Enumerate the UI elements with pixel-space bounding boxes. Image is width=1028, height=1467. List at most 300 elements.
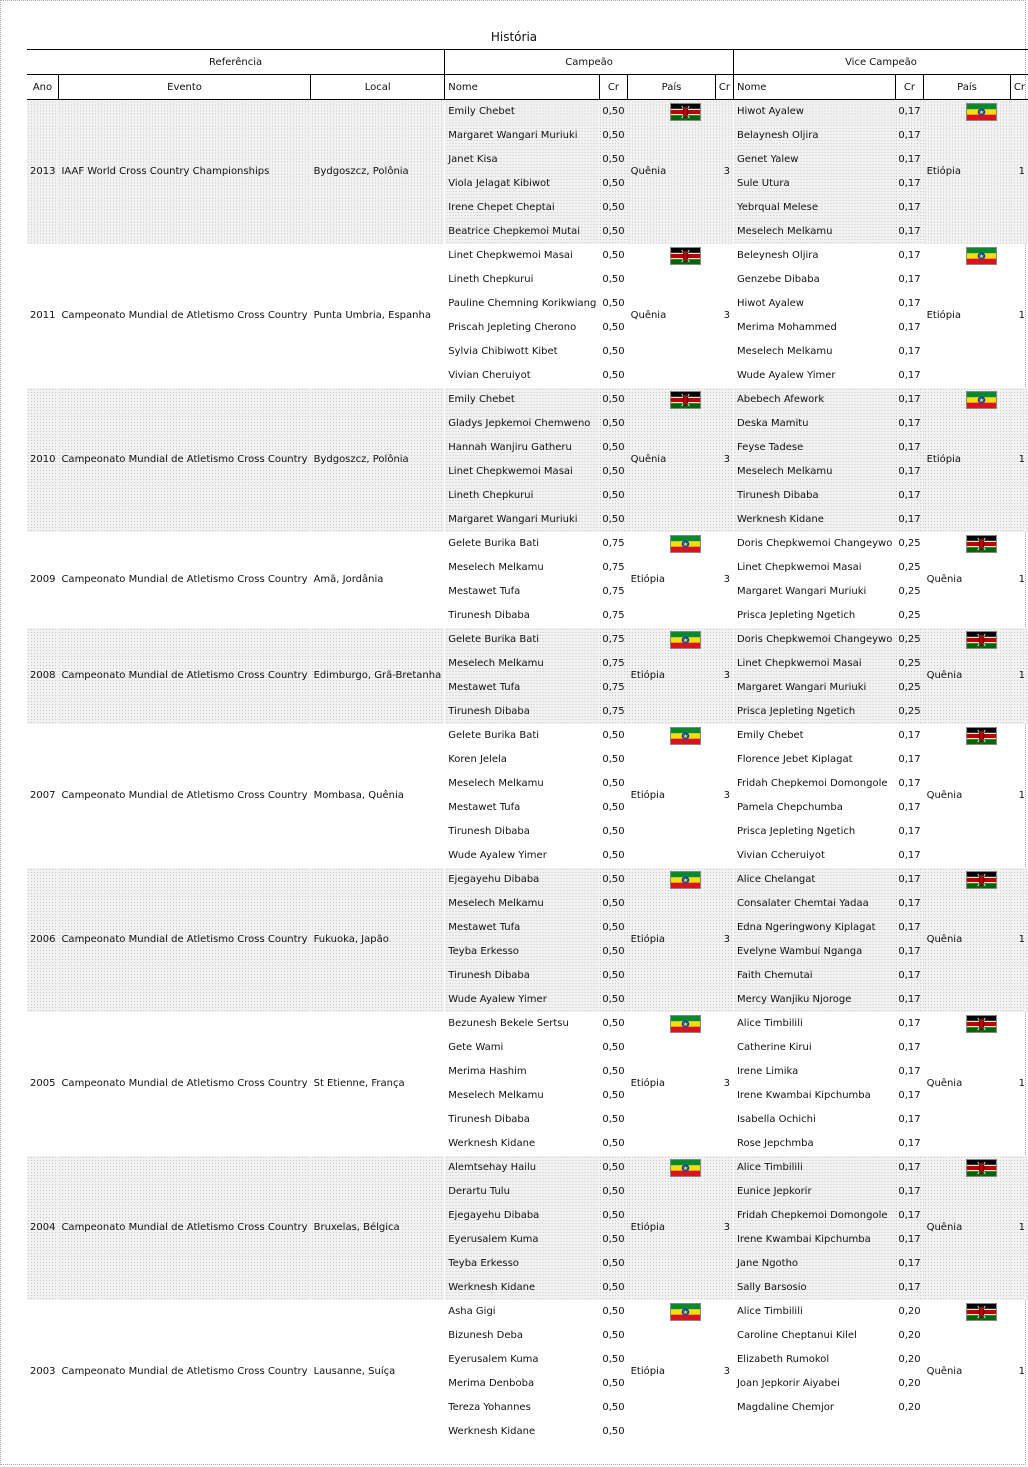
table-row xyxy=(27,1012,1028,1036)
champ-athlete-cr: 0,50 xyxy=(599,412,627,436)
champ-athlete-name: Margaret Wangari Muriuki xyxy=(445,508,600,532)
vice-country-cell xyxy=(924,868,1011,1012)
champ-athlete-cr: 0,50 xyxy=(599,916,627,940)
champ-country-name: Etiópia xyxy=(630,1366,665,1377)
history-table xyxy=(27,49,1028,1444)
champ-athlete-cr: 0,50 xyxy=(602,250,625,261)
champ-athlete-name: Hannah Wanjiru Gatheru xyxy=(445,436,600,460)
group-header-row xyxy=(27,50,1028,75)
vice-country-cr: 1 xyxy=(1018,1366,1025,1377)
champ-athlete-name: Tirunesh Dibaba xyxy=(445,700,600,724)
edition-event: Campeonato Mundial de Atletismo Cross Country xyxy=(58,628,310,724)
vice-athlete-cr: 0,17 xyxy=(898,802,921,813)
vice-athlete-name: Jane Ngotho xyxy=(733,1252,895,1276)
vice-athlete-name: Meselech Melkamu xyxy=(736,346,833,357)
vice-athlete-name: Genzebe Dibaba xyxy=(736,274,820,285)
champ-country-cell xyxy=(628,1156,716,1300)
vice-athlete-name: Fridah Chepkemoi Domongole xyxy=(733,1204,895,1228)
vice-athlete-name: Fridah Chepkemoi Domongole xyxy=(736,778,888,789)
edition-year: 2008 xyxy=(27,628,58,724)
column-header-row xyxy=(27,75,1028,100)
champ-athlete-name: Bizunesh Deba xyxy=(448,1330,524,1341)
edition-2013 xyxy=(27,100,1028,244)
champ-athlete-name: Meselech Melkamu xyxy=(445,652,600,676)
vice-country-name: Quênia xyxy=(926,934,963,945)
edition-year: 2004 xyxy=(27,1156,58,1300)
vice-athlete-name: Pamela Chepchumba xyxy=(736,802,843,813)
vice-athlete-name: Eunice Jepkorir xyxy=(733,1180,895,1204)
ethiopia-flag xyxy=(670,871,701,889)
table-row xyxy=(27,244,1028,268)
vice-athlete-cr: 0,25 xyxy=(895,652,923,676)
champ-athlete-cr: 0,50 xyxy=(602,274,625,285)
vice-athlete-cr: 0,17 xyxy=(895,988,923,1012)
champ-country-cr: 3 xyxy=(715,868,733,1012)
vice-athlete-name: Prisca Jepleting Ngetich xyxy=(736,826,856,837)
table-row xyxy=(27,1156,1028,1180)
champ-country-cell xyxy=(628,388,716,532)
vice-athlete-cr: 0,20 xyxy=(898,1378,921,1389)
vice-athlete-name: Doris Chepkwemoi Changeywo xyxy=(736,538,893,549)
vice-country-cr: 1 xyxy=(1018,790,1025,801)
vice-athlete-cr: 0,17 xyxy=(895,412,923,436)
champ-athlete-cr: 0,50 xyxy=(602,826,625,837)
vice-athlete-cr: 0,17 xyxy=(898,730,921,741)
edition-event: Campeonato Mundial de Atletismo Cross Country xyxy=(61,310,308,321)
vice-athlete-cr-empty xyxy=(895,1420,923,1444)
vice-athlete-name: Irene Kwambai Kipchumba xyxy=(736,1090,871,1101)
edition-event: Campeonato Mundial de Atletismo Cross Country xyxy=(61,790,308,801)
champ-athlete-name: Lineth Chepkurui xyxy=(448,274,534,285)
vice-athlete-name: Feyse Tadese xyxy=(733,436,895,460)
champ-athlete-cr: 0,50 xyxy=(599,124,627,148)
kenya-flag xyxy=(966,631,997,649)
vice-country-name: Quênia xyxy=(926,670,963,681)
champ-athlete-name: Werknesh Kidane xyxy=(448,1426,536,1437)
kenya-flag xyxy=(670,391,701,409)
vice-athlete-name: Evelyne Wambui Nganga xyxy=(733,940,895,964)
champ-athlete-cr: 0,75 xyxy=(602,538,625,549)
ethiopia-flag xyxy=(966,391,997,409)
edition-2003 xyxy=(27,1300,1028,1444)
champ-athlete-cr: 0,50 xyxy=(599,100,627,124)
vice-country-cell xyxy=(924,388,1011,532)
champ-athlete-cr: 0,75 xyxy=(602,562,625,573)
champ-athlete-cr: 0,75 xyxy=(602,610,625,621)
champ-athlete-name: Lineth Chepkurui xyxy=(445,484,600,508)
champ-athlete-name: Beatrice Chepkemoi Mutai xyxy=(445,220,600,244)
table-row xyxy=(27,724,1028,748)
col-header-champ-cr: Cr xyxy=(599,75,627,100)
vice-athlete-cr: 0,17 xyxy=(895,940,923,964)
table-row xyxy=(27,100,1028,124)
champ-athlete-cr: 0,75 xyxy=(599,700,627,724)
vice-athlete-cr: 0,17 xyxy=(895,1204,923,1228)
champ-athlete-cr: 0,50 xyxy=(602,730,625,741)
edition-2004 xyxy=(27,1156,1028,1300)
champ-athlete-cr: 0,75 xyxy=(599,628,627,652)
champ-athlete-cr: 0,50 xyxy=(602,1138,625,1149)
vice-country-cell xyxy=(924,1300,1011,1444)
edition-2007 xyxy=(27,724,1028,868)
vice-athlete-name: Mercy Wanjiku Njoroge xyxy=(733,988,895,1012)
vice-athlete-name: Meselech Melkamu xyxy=(733,460,895,484)
vice-athlete-cr: 0,17 xyxy=(898,250,921,261)
col-header-vice-pais: País xyxy=(924,75,1011,100)
champ-country-name: Etiópia xyxy=(630,670,665,681)
vice-country-name: Quênia xyxy=(926,1222,963,1233)
vice-athlete-cr: 0,17 xyxy=(898,274,921,285)
vice-athlete-cr: 0,17 xyxy=(898,754,921,765)
champ-athlete-cr: 0,50 xyxy=(599,460,627,484)
champ-country-name: Quênia xyxy=(630,166,667,178)
champ-athlete-cr: 0,50 xyxy=(599,1204,627,1228)
vice-athlete-name: Caroline Cheptanui Kilel xyxy=(736,1330,857,1341)
vice-athlete-name: Irene Limika xyxy=(736,1066,799,1077)
table-row xyxy=(27,628,1028,652)
vice-athlete-cr: 0,17 xyxy=(895,388,923,412)
champ-country-cell xyxy=(628,100,716,244)
champ-athlete-cr: 0,50 xyxy=(602,1042,625,1053)
champ-athlete-cr: 0,50 xyxy=(599,868,627,892)
vice-country-cell xyxy=(924,1156,1011,1300)
champ-athlete-name: Merima Hashim xyxy=(448,1066,527,1077)
champ-athlete-name: Meselech Melkamu xyxy=(448,778,544,789)
champ-country-cell xyxy=(628,1300,716,1444)
col-header-vice-cr: Cr xyxy=(895,75,923,100)
champ-country-cr: 3 xyxy=(715,628,733,724)
vice-athlete-cr: 0,17 xyxy=(895,1276,923,1300)
champ-country-name: Etiópia xyxy=(630,1222,665,1233)
edition-year: 2009 xyxy=(30,574,56,585)
champ-athlete-name: Gelete Burika Bati xyxy=(445,628,600,652)
vice-athlete-name: Elizabeth Rumokol xyxy=(736,1354,830,1365)
vice-country-name: Etiópia xyxy=(926,166,961,178)
champ-athlete-cr: 0,50 xyxy=(602,1426,625,1437)
champ-country-name: Etiópia xyxy=(630,574,665,585)
ethiopia-flag xyxy=(670,1015,701,1033)
edition-year: 2013 xyxy=(27,100,58,244)
page-title: História xyxy=(490,30,538,44)
vice-country-name: Quênia xyxy=(926,1366,963,1377)
champ-athlete-cr: 0,50 xyxy=(602,1402,625,1413)
vice-athlete-cr: 0,17 xyxy=(895,484,923,508)
champ-athlete-name: Gladys Jepkemoi Chemweno xyxy=(445,412,600,436)
champ-athlete-cr: 0,50 xyxy=(599,508,627,532)
kenya-flag xyxy=(966,1303,997,1321)
vice-country-cr: 1 xyxy=(1010,628,1028,724)
champ-athlete-name: Wude Ayalew Yimer xyxy=(448,850,547,861)
edition-event: Campeonato Mundial de Atletismo Cross Country xyxy=(61,574,308,585)
edition-2005 xyxy=(27,1012,1028,1156)
champ-athlete-cr: 0,50 xyxy=(599,1228,627,1252)
edition-2011 xyxy=(27,244,1028,388)
vice-athlete-cr: 0,25 xyxy=(898,562,921,573)
champ-athlete-cr: 0,50 xyxy=(599,1252,627,1276)
vice-country-cell xyxy=(924,100,1011,244)
vice-athlete-cr: 0,17 xyxy=(895,220,923,244)
vice-athlete-name: Alice Chelangat xyxy=(733,868,895,892)
champ-athlete-name: Janet Kisa xyxy=(445,148,600,172)
champ-athlete-name: Bezunesh Bekele Sertsu xyxy=(448,1018,569,1029)
champ-athlete-cr: 0,50 xyxy=(599,1276,627,1300)
vice-athlete-name: Linet Chepkwemoi Masai xyxy=(733,652,895,676)
col-header-evento: Evento xyxy=(58,75,310,100)
vice-athlete-name: Tirunesh Dibaba xyxy=(733,484,895,508)
champ-athlete-cr: 0,50 xyxy=(602,298,625,309)
champ-athlete-cr: 0,50 xyxy=(602,1378,625,1389)
champ-country-name: Quênia xyxy=(630,454,667,465)
champ-athlete-cr: 0,50 xyxy=(599,172,627,196)
champ-country-cr: 3 xyxy=(723,1078,730,1089)
champ-athlete-cr: 0,75 xyxy=(602,586,625,597)
vice-athlete-name: Rose Jepchmba xyxy=(736,1138,814,1149)
vice-athlete-name: Linet Chepkwemoi Masai xyxy=(736,562,862,573)
champ-athlete-name: Gelete Burika Bati xyxy=(448,538,540,549)
champ-athlete-name: Linet Chepkwemoi Masai xyxy=(448,250,573,261)
champ-country-name: Etiópia xyxy=(630,1078,665,1089)
vice-athlete-cr: 0,17 xyxy=(895,1180,923,1204)
champ-athlete-cr: 0,50 xyxy=(599,892,627,916)
champ-athlete-name: Tirunesh Dibaba xyxy=(448,1114,530,1125)
group-header-vice-campeao: Vice Campeão xyxy=(733,50,1028,75)
champ-athlete-cr: 0,50 xyxy=(599,196,627,220)
vice-athlete-name: Joan Jepkorir Aiyabei xyxy=(736,1378,840,1389)
vice-country-cell xyxy=(924,1012,1011,1156)
champ-athlete-cr: 0,50 xyxy=(599,484,627,508)
vice-athlete-cr: 0,17 xyxy=(898,370,921,381)
kenya-flag xyxy=(670,247,701,265)
champ-athlete-name: Emily Chebet xyxy=(445,100,600,124)
champ-country-cell xyxy=(628,1012,716,1156)
vice-athlete-cr: 0,17 xyxy=(898,298,921,309)
champ-athlete-cr: 0,50 xyxy=(602,1306,625,1317)
champ-athlete-name: Ejegayehu Dibaba xyxy=(445,1204,600,1228)
col-header-vice-nome: Nome xyxy=(733,75,895,100)
champ-country-cr: 3 xyxy=(723,790,730,801)
champ-country-cell xyxy=(628,244,716,388)
vice-athlete-name: Alice Timbilili xyxy=(736,1018,803,1029)
vice-athlete-name: Meselech Melkamu xyxy=(733,220,895,244)
vice-athlete-cr: 0,17 xyxy=(895,868,923,892)
champ-athlete-cr: 0,50 xyxy=(602,370,625,381)
champ-athlete-cr: 0,50 xyxy=(602,1066,625,1077)
vice-athlete-name: Merima Mohammed xyxy=(736,322,837,333)
col-header-ano: Ano xyxy=(27,75,58,100)
champ-athlete-cr: 0,50 xyxy=(602,1114,625,1125)
champ-athlete-name: Tirunesh Dibaba xyxy=(448,610,530,621)
kenya-flag xyxy=(670,103,701,121)
vice-country-cell xyxy=(924,724,1011,868)
champ-athlete-name: Alemtsehay Hailu xyxy=(445,1156,600,1180)
edition-place: Mombasa, Quênia xyxy=(313,790,404,801)
champ-athlete-cr: 0,50 xyxy=(599,148,627,172)
vice-athlete-cr: 0,25 xyxy=(898,610,921,621)
edition-2006 xyxy=(27,868,1028,1012)
champ-athlete-name: Eyerusalem Kuma xyxy=(448,1354,539,1365)
vice-country-name: Quênia xyxy=(926,1078,963,1089)
vice-athlete-cr: 0,25 xyxy=(898,538,921,549)
edition-year: 2010 xyxy=(27,388,58,532)
edition-event: Campeonato Mundial de Atletismo Cross Country xyxy=(58,868,310,1012)
vice-country-name: Quênia xyxy=(926,574,963,585)
vice-athlete-name: Vivian Ccheruiyot xyxy=(736,850,825,861)
edition-2010 xyxy=(27,388,1028,532)
table-row xyxy=(27,532,1028,556)
champ-athlete-cr: 0,50 xyxy=(602,1090,625,1101)
champ-athlete-name: Meselech Melkamu xyxy=(445,892,600,916)
vice-athlete-cr: 0,20 xyxy=(898,1354,921,1365)
champ-country-cell xyxy=(628,724,716,868)
edition-year: 2005 xyxy=(30,1078,56,1089)
champ-athlete-cr: 0,50 xyxy=(602,802,625,813)
vice-athlete-cr: 0,25 xyxy=(895,676,923,700)
champ-athlete-name: Werknesh Kidane xyxy=(445,1276,600,1300)
vice-athlete-name: Isabella Ochichi xyxy=(736,1114,816,1125)
kenya-flag xyxy=(966,1159,997,1177)
edition-place: Bruxelas, Bélgica xyxy=(311,1156,445,1300)
vice-athlete-name: Genet Yalew xyxy=(733,148,895,172)
vice-athlete-cr: 0,17 xyxy=(895,916,923,940)
champ-athlete-cr: 0,50 xyxy=(602,1354,625,1365)
champ-athlete-cr: 0,50 xyxy=(599,940,627,964)
champ-athlete-cr: 0,75 xyxy=(599,676,627,700)
champ-athlete-name: Asha Gigi xyxy=(448,1306,496,1317)
vice-athlete-name: Sule Utura xyxy=(733,172,895,196)
edition-event: Campeonato Mundial de Atletismo Cross Country xyxy=(58,1156,310,1300)
vice-athlete-cr: 0,17 xyxy=(895,196,923,220)
champ-athlete-cr: 0,50 xyxy=(602,1018,625,1029)
champ-country-cr: 3 xyxy=(723,1366,730,1377)
champ-country-name: Quênia xyxy=(630,310,667,321)
champ-athlete-name: Mestawet Tufa xyxy=(448,586,521,597)
champ-athlete-name: Merima Denboba xyxy=(448,1378,535,1389)
champ-athlete-name: Teyba Erkesso xyxy=(445,1252,600,1276)
champ-athlete-name: Vivian Cheruiyot xyxy=(448,370,531,381)
vice-country-cell xyxy=(924,244,1011,388)
champ-athlete-cr: 0,50 xyxy=(602,346,625,357)
vice-athlete-name: Alice Timbilili xyxy=(733,1156,895,1180)
vice-athlete-cr: 0,17 xyxy=(895,508,923,532)
edition-event: Campeonato Mundial de Atletismo Cross Country xyxy=(61,1366,308,1377)
champ-athlete-cr: 0,50 xyxy=(599,988,627,1012)
edition-year: 2011 xyxy=(30,310,56,321)
champ-athlete-name: Wude Ayalew Yimer xyxy=(445,988,600,1012)
vice-country-cr: 1 xyxy=(1010,1156,1028,1300)
champ-athlete-name: Eyerusalem Kuma xyxy=(445,1228,600,1252)
ethiopia-flag xyxy=(670,727,701,745)
col-header-vice-country-cr: Cr xyxy=(1010,75,1028,100)
vice-athlete-cr: 0,17 xyxy=(895,148,923,172)
vice-athlete-name: Faith Chemutai xyxy=(733,964,895,988)
champ-athlete-name: Sylvia Chibiwott Kibet xyxy=(448,346,558,357)
edition-event: IAAF World Cross Country Championships xyxy=(58,100,310,244)
champ-athlete-name: Pauline Chemning Korikwiang xyxy=(448,298,597,309)
champ-athlete-cr: 0,50 xyxy=(602,754,625,765)
ethiopia-flag xyxy=(670,631,701,649)
vice-country-cr: 1 xyxy=(1010,100,1028,244)
col-header-champ-pais: País xyxy=(628,75,716,100)
champ-athlete-name: Viola Jelagat Kibiwot xyxy=(445,172,600,196)
table-row xyxy=(27,868,1028,892)
edition-year: 2007 xyxy=(30,790,56,801)
col-header-local: Local xyxy=(311,75,445,100)
vice-athlete-name: Irene Kwambai Kipchumba xyxy=(733,1228,895,1252)
vice-athlete-cr: 0,17 xyxy=(895,964,923,988)
ethiopia-flag xyxy=(966,103,997,121)
champ-athlete-name: Emily Chebet xyxy=(445,388,600,412)
vice-athlete-name: Doris Chepkwemoi Changeywo xyxy=(733,628,895,652)
vice-athlete-name: Emily Chebet xyxy=(736,730,804,741)
vice-athlete-cr: 0,17 xyxy=(895,172,923,196)
edition-2009 xyxy=(27,532,1028,628)
vice-athlete-name: Yebrqual Melese xyxy=(733,196,895,220)
kenya-flag xyxy=(966,871,997,889)
table-row xyxy=(27,1300,1028,1324)
champ-athlete-name: Mestawet Tufa xyxy=(445,916,600,940)
vice-athlete-cr: 0,17 xyxy=(898,1090,921,1101)
col-header-champ-country-cr: Cr xyxy=(715,75,733,100)
champ-athlete-cr: 0,50 xyxy=(599,388,627,412)
vice-athlete-name: Margaret Wangari Muriuki xyxy=(736,586,867,597)
vice-athlete-cr: 0,17 xyxy=(895,1156,923,1180)
vice-country-name: Etiópia xyxy=(926,310,961,321)
champ-athlete-name: Mestawet Tufa xyxy=(448,802,521,813)
vice-athlete-cr: 0,25 xyxy=(895,700,923,724)
vice-athlete-cr: 0,17 xyxy=(898,826,921,837)
ethiopia-flag xyxy=(966,247,997,265)
vice-athlete-cr: 0,25 xyxy=(895,628,923,652)
vice-athlete-name-empty xyxy=(733,1420,895,1444)
vice-athlete-cr: 0,17 xyxy=(898,850,921,861)
edition-year: 2006 xyxy=(27,868,58,1012)
champ-athlete-cr: 0,50 xyxy=(602,778,625,789)
vice-athlete-name: Florence Jebet Kiplagat xyxy=(736,754,853,765)
vice-athlete-name: Abebech Afework xyxy=(733,388,895,412)
vice-athlete-name: Deska Mamitu xyxy=(733,412,895,436)
champ-athlete-cr: 0,50 xyxy=(602,1330,625,1341)
champ-athlete-name: Tirunesh Dibaba xyxy=(448,826,530,837)
champ-athlete-cr: 0,75 xyxy=(599,652,627,676)
ethiopia-flag xyxy=(670,1303,701,1321)
vice-athlete-cr: 0,17 xyxy=(898,1018,921,1029)
champ-athlete-cr: 0,50 xyxy=(599,964,627,988)
ethiopia-flag xyxy=(670,535,701,553)
group-header-referencia: Referência xyxy=(27,50,445,75)
champ-athlete-cr: 0,50 xyxy=(599,436,627,460)
champ-country-cell xyxy=(628,868,716,1012)
champ-country-cr: 3 xyxy=(715,388,733,532)
kenya-flag xyxy=(966,1015,997,1033)
vice-country-cell xyxy=(924,532,1011,628)
edition-place: Bydgoszcz, Polônia xyxy=(311,388,445,532)
champ-athlete-name: Ejegayehu Dibaba xyxy=(445,868,600,892)
champ-country-cell xyxy=(628,532,716,628)
vice-country-cr: 1 xyxy=(1018,1078,1025,1089)
vice-athlete-name: Prisca Jepleting Ngetich xyxy=(733,700,895,724)
vice-athlete-name: Sally Barsosio xyxy=(733,1276,895,1300)
kenya-flag xyxy=(966,727,997,745)
vice-athlete-name: Prisca Jepleting Ngetich xyxy=(736,610,856,621)
champ-country-cr: 3 xyxy=(715,100,733,244)
champ-country-cr: 3 xyxy=(723,574,730,585)
champ-athlete-name: Gelete Burika Bati xyxy=(448,730,540,741)
champ-athlete-cr: 0,50 xyxy=(599,1156,627,1180)
champ-athlete-cr: 0,50 xyxy=(602,322,625,333)
champ-athlete-name: Irene Chepet Cheptai xyxy=(445,196,600,220)
vice-athlete-cr: 0,17 xyxy=(895,460,923,484)
vice-athlete-name: Werknesh Kidane xyxy=(733,508,895,532)
